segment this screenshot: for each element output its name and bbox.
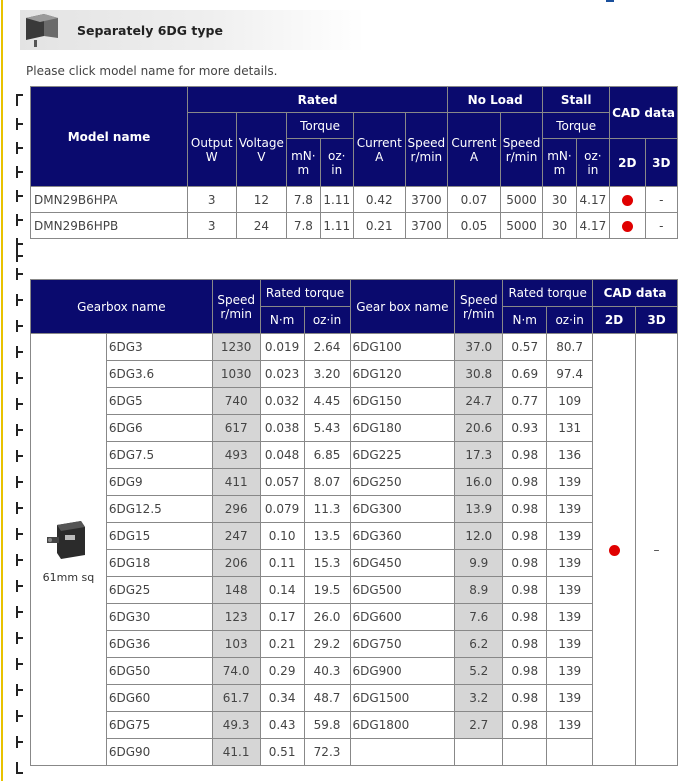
cell-torque-mnm: 7.8 xyxy=(287,187,320,213)
side-marker xyxy=(14,142,24,154)
cell-gear-nm2: 0.98 xyxy=(503,469,547,496)
cell-gear-ozin2: 136 xyxy=(547,442,593,469)
side-marker xyxy=(14,710,24,722)
gearbox-name2-link[interactable]: 6DG500 xyxy=(350,577,455,604)
side-marker xyxy=(14,606,24,618)
cell-gear-speed2: 5.2 xyxy=(455,658,503,685)
cell-gear-nm2: 0.77 xyxy=(503,388,547,415)
side-marker xyxy=(14,372,24,384)
col-cad-2d: 2D xyxy=(610,139,645,187)
instruction-note: Please click model name for more details. xyxy=(26,64,278,78)
gearbox-row xyxy=(31,388,678,415)
cell-gear-nm: 0.079 xyxy=(260,496,304,523)
side-marker xyxy=(14,166,24,178)
cell-gear-nm: 0.10 xyxy=(260,523,304,550)
cell-gear-nm: 0.048 xyxy=(260,442,304,469)
cell-gear-speed2: 3.2 xyxy=(455,685,503,712)
gearbox-name-link[interactable]: 6DG25 xyxy=(106,577,212,604)
cell-gear-ozin: 4.45 xyxy=(304,388,350,415)
cell-nl-speed: 5000 xyxy=(500,213,543,239)
cell-gear-speed2: 7.6 xyxy=(455,604,503,631)
gearbox-name2-link xyxy=(350,739,455,766)
cell-gear-ozin2: 139 xyxy=(547,685,593,712)
gearbox-row xyxy=(31,658,678,685)
cell-gear-ozin2: 139 xyxy=(547,577,593,604)
cell-gear-nm2: 0.98 xyxy=(503,577,547,604)
side-marker xyxy=(14,762,24,774)
side-marker xyxy=(14,118,24,130)
gearbox-row xyxy=(31,577,678,604)
cell-gear-speed: 148 xyxy=(212,577,260,604)
gearbox-name-link[interactable]: 6DG12.5 xyxy=(106,496,212,523)
gearbox-name2-link[interactable]: 6DG225 xyxy=(350,442,455,469)
cell-gear-nm: 0.43 xyxy=(260,712,304,739)
cell-gear-nm2: 0.69 xyxy=(503,361,547,388)
gearbox-row xyxy=(31,334,678,361)
cell-gear-ozin2: 139 xyxy=(547,631,593,658)
col-gear-rated-torque: Rated torque xyxy=(260,280,350,307)
side-marker xyxy=(14,684,24,696)
col-stall-torque: Torque xyxy=(543,113,610,139)
gearbox-name2-link[interactable]: 6DG250 xyxy=(350,469,455,496)
cell-gear-speed: 41.1 xyxy=(212,739,260,766)
cell-gear-speed: 206 xyxy=(212,550,260,577)
motor-image-cell xyxy=(31,334,107,766)
side-marker xyxy=(14,294,24,306)
cell-gear-nm: 0.019 xyxy=(260,334,304,361)
col-gear-nm2: N·m xyxy=(503,307,547,334)
cell-gear-nm2: 0.98 xyxy=(503,685,547,712)
cell-gear-ozin2: 139 xyxy=(547,550,593,577)
cell-gear-ozin: 19.5 xyxy=(304,577,350,604)
gearbox-name2-link[interactable]: 6DG100 xyxy=(350,334,455,361)
cad-2d-download-icon[interactable] xyxy=(609,545,620,556)
motor-row xyxy=(31,213,678,239)
col-gear-speed2: Speed r/min xyxy=(455,280,503,334)
gear-cad-2d-cell[interactable] xyxy=(593,334,636,766)
cell-gear-speed: 74.0 xyxy=(212,658,260,685)
gearbox-table xyxy=(30,279,678,766)
gearbox-name-link[interactable]: 6DG90 xyxy=(106,739,212,766)
cell-gear-nm2 xyxy=(503,739,547,766)
cell-gear-speed2: 16.0 xyxy=(455,469,503,496)
cell-torque-ozin: 1.11 xyxy=(320,213,353,239)
cell-gear-ozin: 29.2 xyxy=(304,631,350,658)
cell-voltage: 24 xyxy=(236,213,287,239)
cell-gear-ozin: 48.7 xyxy=(304,685,350,712)
cell-gear-nm2: 0.98 xyxy=(503,631,547,658)
gearbox-row xyxy=(31,361,678,388)
cell-gear-nm2: 0.98 xyxy=(503,523,547,550)
cell-gear-speed2: 9.9 xyxy=(455,550,503,577)
side-marker xyxy=(14,528,24,540)
gearbox-name2-link[interactable]: 6DG300 xyxy=(350,496,455,523)
cell-gear-ozin2: 109 xyxy=(547,388,593,415)
cell-gear-ozin: 6.85 xyxy=(304,442,350,469)
page-left-rule xyxy=(1,0,3,781)
cad-3d-cell: - xyxy=(645,213,677,239)
gearbox-name2-link[interactable]: 6DG1500 xyxy=(350,685,455,712)
cell-gear-ozin: 59.8 xyxy=(304,712,350,739)
gearbox-row xyxy=(31,712,678,739)
gearbox-name-link[interactable]: 6DG60 xyxy=(106,685,212,712)
col-voltage: Voltage V xyxy=(236,113,287,187)
gearbox-name2-link[interactable]: 6DG750 xyxy=(350,631,455,658)
col-gear-cad-3d: 3D xyxy=(636,307,678,334)
gearbox-row xyxy=(31,739,678,766)
gearbox-row xyxy=(31,631,678,658)
gearbox-row xyxy=(31,523,678,550)
gearbox-name-link[interactable]: 6DG6 xyxy=(106,415,212,442)
side-marker xyxy=(14,424,24,436)
side-marker xyxy=(14,190,24,202)
gearbox-name2-link[interactable]: 6DG1800 xyxy=(350,712,455,739)
cell-gear-nm2: 0.98 xyxy=(503,550,547,577)
col-gear-cad-2d: 2D xyxy=(593,307,636,334)
cell-gear-ozin: 3.20 xyxy=(304,361,350,388)
col-nl-speed: Speed r/min xyxy=(500,113,543,187)
cell-gear-speed2 xyxy=(455,739,503,766)
cell-current: 0.21 xyxy=(353,213,405,239)
cell-gear-speed: 617 xyxy=(212,415,260,442)
cell-gear-ozin: 26.0 xyxy=(304,604,350,631)
cell-nl-speed: 5000 xyxy=(500,187,543,213)
col-cad-data: CAD data xyxy=(610,87,678,139)
col-gear-cad: CAD data xyxy=(593,280,678,307)
side-marker xyxy=(14,268,24,280)
cell-gear-ozin2: 139 xyxy=(547,496,593,523)
side-marker xyxy=(14,250,24,262)
cell-gear-speed: 493 xyxy=(212,442,260,469)
cell-gear-nm2: 0.57 xyxy=(503,334,547,361)
cell-output: 3 xyxy=(187,213,236,239)
side-marker xyxy=(14,346,24,358)
gearbox-name-link[interactable]: 6DG75 xyxy=(106,712,212,739)
cell-gear-speed: 1030 xyxy=(212,361,260,388)
page-top-accent xyxy=(606,0,614,2)
cell-gear-ozin: 72.3 xyxy=(304,739,350,766)
col-speed: Speed r/min xyxy=(405,113,448,187)
cad-2d-download-icon[interactable] xyxy=(622,221,633,232)
gearbox-row xyxy=(31,550,678,577)
side-marker xyxy=(14,502,24,514)
cell-gear-ozin2: 139 xyxy=(547,712,593,739)
cell-gear-ozin2: 139 xyxy=(547,658,593,685)
motor-size-label: 61mm sq xyxy=(42,571,95,584)
side-marker xyxy=(14,398,24,410)
motor-header-icon xyxy=(20,10,64,48)
cell-gear-nm: 0.29 xyxy=(260,658,304,685)
cell-gear-speed2: 8.9 xyxy=(455,577,503,604)
col-gearbox-name: Gearbox name xyxy=(31,280,213,334)
gearbox-name2-link[interactable]: 6DG150 xyxy=(350,388,455,415)
cell-gear-speed: 49.3 xyxy=(212,712,260,739)
cell-gear-nm2: 0.98 xyxy=(503,496,547,523)
cell-gear-ozin: 13.5 xyxy=(304,523,350,550)
cell-gear-speed2: 37.0 xyxy=(455,334,503,361)
side-marker xyxy=(14,94,24,106)
cell-torque-ozin: 1.11 xyxy=(320,187,353,213)
motor-row xyxy=(31,187,678,213)
gearbox-name2-link[interactable]: 6DG600 xyxy=(350,604,455,631)
gearbox-name2-link[interactable]: 6DG180 xyxy=(350,415,455,442)
side-marker xyxy=(14,554,24,566)
col-torque-mnm: mN· m xyxy=(287,139,320,187)
gearbox-name-link[interactable]: 6DG3 xyxy=(106,334,212,361)
cell-stall-mnm: 30 xyxy=(543,187,576,213)
col-torque: Torque xyxy=(287,113,354,139)
gearbox-name-link[interactable]: 6DG7.5 xyxy=(106,442,212,469)
cell-nl-current: 0.07 xyxy=(448,187,501,213)
cell-gear-nm: 0.51 xyxy=(260,739,304,766)
gearbox-name-link[interactable]: 6DG9 xyxy=(106,469,212,496)
cell-gear-nm2: 0.98 xyxy=(503,712,547,739)
cad-2d-download-icon[interactable] xyxy=(622,195,633,206)
side-marker xyxy=(14,736,24,748)
col-rated: Rated xyxy=(187,87,447,113)
model-name-link[interactable]: DMN29B6HPB xyxy=(31,213,188,239)
cell-gear-speed2: 17.3 xyxy=(455,442,503,469)
side-marker xyxy=(14,238,24,250)
cell-gear-nm: 0.21 xyxy=(260,631,304,658)
side-marker xyxy=(14,320,24,332)
cell-gear-nm: 0.032 xyxy=(260,388,304,415)
cell-voltage: 12 xyxy=(236,187,287,213)
col-gear-speed: Speed r/min xyxy=(212,280,260,334)
cell-gear-nm2: 0.98 xyxy=(503,604,547,631)
cell-speed: 3700 xyxy=(405,213,448,239)
cell-gear-nm: 0.34 xyxy=(260,685,304,712)
cell-gear-nm: 0.17 xyxy=(260,604,304,631)
col-gear-rated-torque2: Rated torque xyxy=(503,280,593,307)
cell-gear-ozin2: 80.7 xyxy=(547,334,593,361)
gearbox-name2-link[interactable]: 6DG120 xyxy=(350,361,455,388)
motor-table xyxy=(30,86,678,239)
gearbox-name-link[interactable]: 6DG18 xyxy=(106,550,212,577)
side-marker xyxy=(14,658,24,670)
cell-gear-nm: 0.11 xyxy=(260,550,304,577)
gearbox-row xyxy=(31,469,678,496)
cell-gear-ozin2: 97.4 xyxy=(547,361,593,388)
cell-gear-ozin2: 139 xyxy=(547,523,593,550)
cell-current: 0.42 xyxy=(353,187,405,213)
cell-gear-ozin: 15.3 xyxy=(304,550,350,577)
cell-stall-ozin: 4.17 xyxy=(576,213,609,239)
gear-cad-3d-cell: – xyxy=(636,334,678,766)
col-gear-nm: N·m xyxy=(260,307,304,334)
gearbox-name-link[interactable]: 6DG15 xyxy=(106,523,212,550)
cell-gear-ozin: 5.43 xyxy=(304,415,350,442)
gearbox-name-link[interactable]: 6DG3.6 xyxy=(106,361,212,388)
cell-gear-speed2: 30.8 xyxy=(455,361,503,388)
cell-gear-nm: 0.057 xyxy=(260,469,304,496)
gearbox-name-link[interactable]: 6DG50 xyxy=(106,658,212,685)
gearbox-row xyxy=(31,604,678,631)
cell-gear-ozin2: 131 xyxy=(547,415,593,442)
cell-stall-mnm: 30 xyxy=(543,213,576,239)
cell-gear-nm: 0.038 xyxy=(260,415,304,442)
cell-gear-speed: 411 xyxy=(212,469,260,496)
col-output: Output W xyxy=(187,113,236,187)
model-name-link[interactable]: DMN29B6HPA xyxy=(31,187,188,213)
cell-gear-ozin: 40.3 xyxy=(304,658,350,685)
col-gear-ozin2: oz·in xyxy=(547,307,593,334)
gearbox-row xyxy=(31,442,678,469)
cell-gear-nm2: 0.98 xyxy=(503,442,547,469)
cell-gear-speed: 296 xyxy=(212,496,260,523)
col-stall: Stall xyxy=(543,87,610,113)
gearbox-name-link[interactable]: 6DG5 xyxy=(106,388,212,415)
gearbox-name2-link[interactable]: 6DG450 xyxy=(350,550,455,577)
cell-gear-speed: 247 xyxy=(212,523,260,550)
cell-gear-nm2: 0.93 xyxy=(503,415,547,442)
col-nl-current: Current A xyxy=(448,113,501,187)
side-marker xyxy=(14,214,24,226)
cad-2d-cell[interactable] xyxy=(610,213,645,239)
cad-2d-cell[interactable] xyxy=(610,187,645,213)
cell-gear-nm: 0.023 xyxy=(260,361,304,388)
gearbox-row xyxy=(31,415,678,442)
cell-gear-speed2: 12.0 xyxy=(455,523,503,550)
col-gear-ozin: oz·in xyxy=(304,307,350,334)
cell-gear-speed: 1230 xyxy=(212,334,260,361)
gearbox-row xyxy=(31,685,678,712)
cad-3d-cell: - xyxy=(645,187,677,213)
col-cad-3d: 3D xyxy=(645,139,677,187)
cell-gear-speed2: 24.7 xyxy=(455,388,503,415)
side-marker xyxy=(14,580,24,592)
col-model-name: Model name xyxy=(31,87,188,187)
cell-stall-ozin: 4.17 xyxy=(576,187,609,213)
cell-gear-nm: 0.14 xyxy=(260,577,304,604)
cell-gear-speed: 123 xyxy=(212,604,260,631)
cell-gear-ozin: 2.64 xyxy=(304,334,350,361)
col-current: Current A xyxy=(353,113,405,187)
gearbox-row xyxy=(31,496,678,523)
cell-gear-speed2: 6.2 xyxy=(455,631,503,658)
col-gear-box-name: Gear box name xyxy=(350,280,455,334)
cell-gear-speed2: 13.9 xyxy=(455,496,503,523)
cell-gear-speed: 61.7 xyxy=(212,685,260,712)
cell-nl-current: 0.05 xyxy=(448,213,501,239)
cell-gear-ozin: 11.3 xyxy=(304,496,350,523)
side-marker xyxy=(14,476,24,488)
cell-gear-speed: 103 xyxy=(212,631,260,658)
cell-output: 3 xyxy=(187,187,236,213)
cell-gear-speed2: 20.6 xyxy=(455,415,503,442)
gearbox-name2-link[interactable]: 6DG900 xyxy=(350,658,455,685)
col-stall-ozin: oz· in xyxy=(576,139,609,187)
cell-gear-ozin2 xyxy=(547,739,593,766)
gearbox-name-link[interactable]: 6DG36 xyxy=(106,631,212,658)
cell-gear-ozin2: 139 xyxy=(547,604,593,631)
section-title: Separately 6DG type xyxy=(77,23,223,38)
cell-gear-speed2: 2.7 xyxy=(455,712,503,739)
col-stall-mnm: mN· m xyxy=(543,139,576,187)
gearbox-name2-link[interactable]: 6DG360 xyxy=(350,523,455,550)
cell-gear-nm2: 0.98 xyxy=(503,658,547,685)
side-marker xyxy=(14,450,24,462)
cell-gear-ozin2: 139 xyxy=(547,469,593,496)
cell-gear-speed: 740 xyxy=(212,388,260,415)
cell-speed: 3700 xyxy=(405,187,448,213)
gearbox-name-link[interactable]: 6DG30 xyxy=(106,604,212,631)
col-no-load: No Load xyxy=(448,87,543,113)
col-torque-ozin: oz· in xyxy=(320,139,353,187)
cell-gear-ozin: 8.07 xyxy=(304,469,350,496)
motor-61mm-icon xyxy=(45,515,91,565)
cell-torque-mnm: 7.8 xyxy=(287,213,320,239)
side-marker xyxy=(14,632,24,644)
